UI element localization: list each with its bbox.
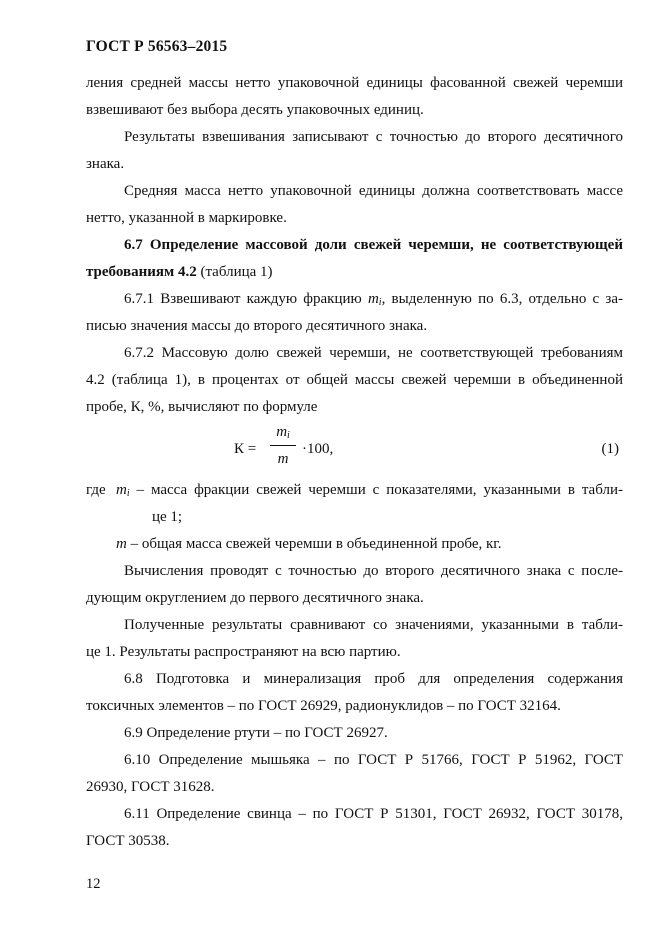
body-text [86, 70, 623, 855]
formula-multiplier: ·100, [302, 441, 334, 457]
where-mi-row [86, 477, 623, 504]
fraction-denominator: m [277, 451, 289, 467]
formula-fraction [270, 421, 296, 470]
section-heading-6-7-cont [86, 259, 623, 286]
definition-text: – общая масса свежей черемши в объединенной пробе, кг. [126, 536, 502, 552]
var-m: m [276, 424, 288, 440]
formula-1 [86, 421, 623, 477]
page-number: 12 [86, 876, 101, 892]
paragraph-line: токсичных элементов – по ГОСТ 26929, радионуклидов – по ГОСТ 32164. [86, 698, 561, 714]
clause-6-10: 6.10 Определение мышьяка – по ГОСТ Р 51766, ГОСТ Р 51962, ГОСТ [124, 752, 623, 768]
paragraph-line: Полученные результаты сравнивают со значениями, указанными в табли- [124, 617, 623, 633]
var-m: m [116, 482, 127, 498]
paragraph-line: це 1. Результаты распространяют на всю партию. [86, 644, 401, 660]
paragraph-line: нетто, указанной в маркировке. [86, 210, 287, 226]
mi-definition-cont: це 1; [152, 509, 183, 525]
paragraph-line: писью значения массы до второго десятичного знака. [86, 318, 428, 334]
formula-lhs: К = [234, 441, 257, 457]
paragraph-line: ления средней массы нетто упаковочной единицы фасованной свежей черемши [86, 75, 623, 91]
heading-regular-part: (таблица 1) [196, 264, 273, 280]
page-header-doc-id: ГОСТ Р 56563–2015 [86, 38, 228, 55]
where-label: где [86, 482, 106, 498]
m-definition [86, 531, 623, 558]
clause-6-7-1 [86, 286, 623, 313]
clause-text: 6.7.1 Взвешивают каждую фракцию [124, 291, 368, 307]
clause-6-11: 6.11 Определение свинца – по ГОСТ Р 51301, ГОСТ 26932, ГОСТ 30178, [124, 806, 623, 822]
heading-bold-part: требованиям 4.2 [86, 264, 197, 280]
paragraph-line: 26930, ГОСТ 31628. [86, 779, 215, 795]
var-m: m [116, 536, 127, 552]
paragraph-line: знака. [86, 156, 125, 172]
paragraph-line: дующим округлением до первого десятичного знака. [86, 590, 424, 606]
paragraph-line: Результаты взвешивания записывают с точностью до второго десятичного [124, 129, 623, 145]
clause-6-7-2: 6.7.2 Массовую долю свежей черемши, не соответствующей требованиям [124, 345, 623, 361]
mi-definition [116, 477, 623, 504]
var-m: m [367, 291, 379, 307]
subscript-i: i [126, 488, 130, 499]
paragraph-line: Средняя масса нетто упаковочной единицы должна соответствовать массе [124, 183, 623, 199]
definition-text: – масса фракции свежей черемши с показателями, указанными в табли- [129, 482, 623, 498]
subscript-i: i [378, 297, 382, 308]
fraction-numerator [270, 421, 296, 443]
clause-text: , выделенную по 6.3, отдельно с за- [381, 291, 623, 307]
paragraph-line: 4.2 (таблица 1), в процентах от общей массы свежей черемши в объединенной [86, 372, 623, 388]
section-heading-6-7: 6.7 Определение массовой доли свежей черемши, не соответствующей [124, 237, 623, 253]
clause-6-8: 6.8 Подготовка и минерализация проб для определения содержания [124, 671, 623, 687]
paragraph-line: ГОСТ 30538. [86, 833, 170, 849]
paragraph-line: Вычисления проводят с точностью до второго десятичного знака с после- [124, 563, 623, 579]
paragraph-line: пробе, К, %, вычисляют по формуле [86, 399, 318, 415]
subscript-i: i [287, 430, 290, 441]
clause-6-9: 6.9 Определение ртути – по ГОСТ 26927. [124, 725, 388, 741]
paragraph-line: взвешивают без выбора десять упаковочных единиц. [86, 102, 424, 118]
formula-number: (1) [601, 441, 619, 457]
